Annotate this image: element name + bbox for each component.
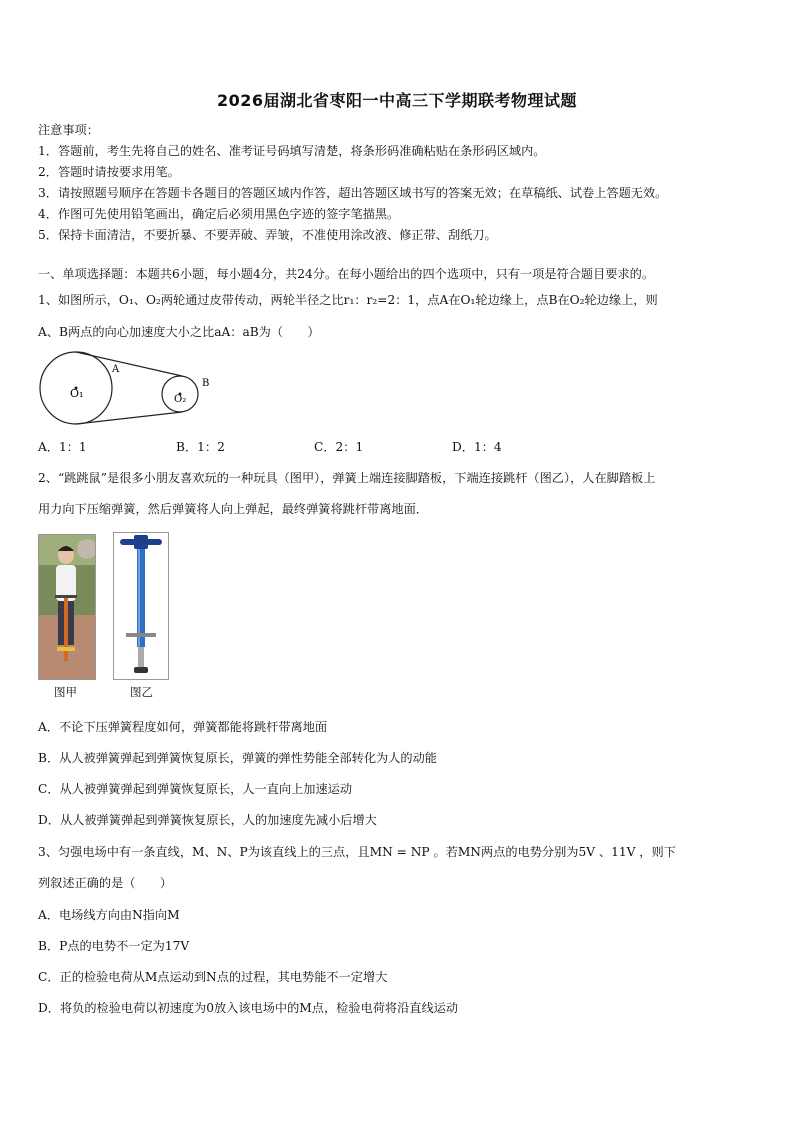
figure-caption-b: 图乙: [130, 685, 153, 699]
label-b: B: [202, 378, 210, 389]
q2-option-b: B．从人被弹簧弹起到弹簧恢复原长，弹簧的弹性势能全部转化为人的动能: [38, 751, 437, 765]
q1-option-c: C．2：1: [314, 440, 364, 454]
notice-item-5: 5．保持卡面清洁，不要折暴、不要弄破、弄皱，不准使用涂改液、修正带、刮纸刀。: [38, 228, 497, 242]
photo-child-pogo: [38, 534, 96, 680]
page-title: 2026届湖北省枣阳一中高三下学期联考物理试题: [216, 91, 578, 110]
notice-item-4: 4．作图可先使用铅笔画出，确定后必须用黑色字迹的签字笔描黑。: [38, 207, 400, 221]
q1-stem-line1: 1、如图所示，O₁、O₂两轮通过皮带传动，两轮半径之比r₁：r₂=2：1，点A在O₁轮边缘上，点B在O₂轮边缘上，则: [38, 293, 658, 307]
notice-item-2: 2．答题时请按要求用笔。: [38, 165, 180, 179]
q2-option-d: D．从人被弹簧弹起到弹簧恢复原长，人的加速度先减小后增大: [38, 813, 377, 827]
q2-option-a: A．不论下压弹簧程度如何，弹簧都能将跳杆带离地面: [38, 720, 328, 734]
q3-option-b: B．P点的电势不一定为17V: [38, 939, 190, 953]
notice-item-3: 3．请按照题号顺序在答题卡各题目的答题区域内作答，超出答题区域书写的答案无效；在草稿纸、试卷上答题无效。: [38, 186, 668, 200]
notice-item-1: 1．答题前，考生先将自己的姓名、准考证号码填写清楚，将条形码准确粘贴在条形码区域内。: [38, 144, 546, 158]
belt-bottom: [76, 412, 182, 424]
q2-option-c: C．从人被弹簧弹起到弹簧恢复原长，人一直向上加速运动: [38, 782, 353, 796]
figure-caption-a: 图甲: [54, 685, 77, 699]
label-o1: O₁: [70, 387, 84, 400]
belt-top: [76, 352, 182, 376]
pulley-diagram: [34, 346, 224, 430]
notice-heading: 注意事项：: [38, 123, 99, 137]
q2-stem-line1: 2、“跳跳鼠”是很多小朋友喜欢玩的一种玩具（图甲），弹簧上端连接脚踏板，下端连接跳杆（图乙），人在脚踏板上: [38, 471, 656, 485]
q1-stem-line2: A、B两点的向心加速度大小之比aA：aB为（ ）: [38, 325, 320, 339]
section-heading: 一、单项选择题：本题共6小题，每小题4分，共24分。在每小题给出的四个选项中，只有一项是符合题目要求的。: [38, 267, 655, 281]
q1-option-a: A．1：1: [38, 440, 87, 454]
q3-stem-line2: 列叙述正确的是（ ）: [38, 876, 173, 890]
label-o2: O₂: [174, 394, 187, 405]
label-a: A: [112, 364, 120, 375]
q2-stem-line2: 用力向下压缩弹簧，然后弹簧将人向上弹起，最终弹簧将跳杆带离地面．: [38, 502, 428, 516]
q1-option-d: D．1：4: [452, 440, 502, 454]
photo-pogo-stick: [113, 532, 169, 680]
q3-option-a: A．电场线方向由N指向M: [38, 908, 180, 922]
q3-option-c: C．正的检验电荷从M点运动到N点的过程，其电势能不一定增大: [38, 970, 388, 984]
q1-option-b: B．1：2: [176, 440, 225, 454]
q3-option-d: D．将负的检验电荷以初速度为0放入该电场中的M点，检验电荷将沿直线运动: [38, 1001, 459, 1015]
q3-stem-line1: 3、匀强电场中有一条直线，M、N、P为该直线上的三点，且MN = NP 。若MN两点的电势分别为5V 、11V ，则下: [38, 845, 676, 859]
